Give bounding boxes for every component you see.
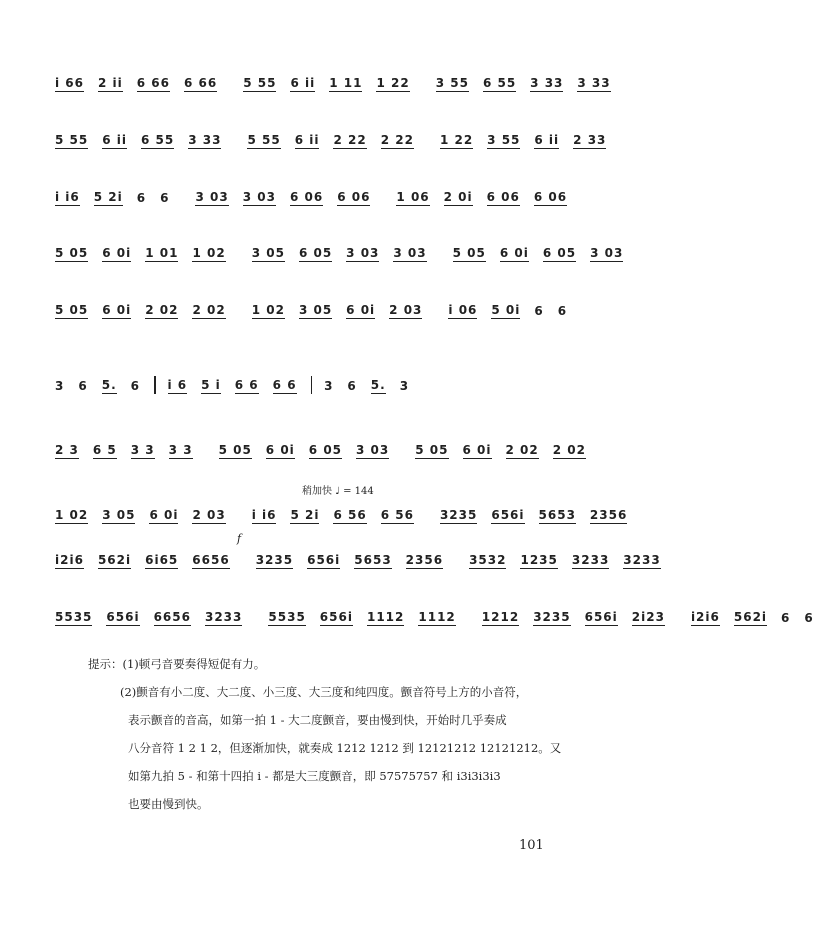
- note-group: 2356: [589, 508, 628, 522]
- measure: [268, 610, 469, 626]
- measure: [448, 303, 581, 319]
- note-group: 3 05: [251, 246, 285, 260]
- measure: [324, 378, 423, 394]
- note-group: 5 i: [201, 378, 221, 392]
- note-group: 3233: [571, 553, 610, 567]
- note-group: i 6: [167, 378, 188, 392]
- note-group: 6 05: [542, 246, 577, 260]
- note-group: 3: [55, 379, 65, 393]
- note-group: 6i65: [145, 553, 179, 567]
- note-group: 6 05: [298, 246, 333, 260]
- note-group: 3 55: [435, 76, 469, 90]
- note-group: 5653: [354, 553, 392, 567]
- note-group: 6 ii: [290, 76, 316, 90]
- note-group: 5.: [370, 378, 386, 392]
- notes-line: 八分音符 1 2 1 2，但逐渐加快，就奏成 1212 1212 到 12121212 12121212。又: [128, 741, 562, 755]
- note-group: 5 2i: [93, 190, 123, 204]
- note-group: 1 02: [55, 508, 89, 522]
- note-group: 656i: [491, 508, 525, 522]
- notes-section: [88, 650, 588, 818]
- measure: [55, 190, 183, 206]
- note-group: 6 ii: [102, 133, 127, 147]
- note-group: 6 0i: [102, 303, 132, 317]
- note-group: 6 06: [486, 190, 520, 204]
- note-group: 656i: [307, 553, 341, 567]
- score-row: [55, 285, 575, 325]
- note-group: 6 0i: [499, 246, 529, 260]
- measure: [252, 246, 441, 262]
- note-group: 6 05: [308, 443, 343, 457]
- measure: [453, 246, 638, 262]
- note-group: 5 05: [218, 443, 252, 457]
- note-group: 3 33: [188, 133, 222, 147]
- note-group: 2 03: [192, 508, 226, 522]
- note-group: 3: [324, 379, 334, 393]
- note-group: 6: [130, 379, 140, 393]
- note-group: 5653: [538, 508, 576, 522]
- notes-line: 也要由慢到快。: [128, 797, 209, 811]
- note-group: 3 03: [590, 246, 624, 260]
- note-group: 1 11: [329, 76, 363, 90]
- note-group: 6 ii: [294, 133, 320, 147]
- note-group: i 66: [55, 76, 84, 90]
- measure: [482, 610, 679, 626]
- note-group: 562i: [733, 610, 768, 624]
- note-group: 1235: [520, 553, 558, 567]
- measure: [55, 443, 207, 459]
- note-group: 3 55: [487, 133, 521, 147]
- measure: [436, 76, 625, 92]
- measure: [469, 553, 675, 569]
- note-group: 5 55: [247, 133, 281, 147]
- note-group: 1112: [366, 610, 405, 624]
- note-group: 3 05: [102, 508, 136, 522]
- measure: [55, 246, 240, 262]
- note-group: 3 3: [130, 443, 155, 457]
- note-group: 6 55: [141, 133, 175, 147]
- measure: [55, 508, 240, 524]
- notes-line: [55, 376, 575, 394]
- score-row: [55, 228, 624, 268]
- notes-heading: 提示：(1)顿弓音要奏得短促有力。: [88, 657, 266, 671]
- note-group: 6 56: [333, 508, 367, 522]
- note-group: 6 0i: [265, 443, 295, 457]
- note-group: 6: [136, 191, 147, 205]
- measure: [691, 610, 828, 626]
- note-group: 2 02: [552, 443, 586, 457]
- note-group: 5 05: [55, 246, 89, 260]
- note-group: 2 02: [145, 303, 179, 317]
- note-group: 656i: [319, 610, 353, 624]
- measure: [415, 443, 600, 459]
- note-group: 3 05: [298, 303, 333, 317]
- notes-line: [55, 188, 575, 206]
- note-group: 5 55: [243, 76, 277, 90]
- note-group: 3235: [255, 553, 294, 567]
- note-group: i i6: [251, 508, 277, 522]
- measure: [55, 553, 244, 569]
- measure: [55, 76, 231, 92]
- measure: [440, 508, 641, 524]
- note-group: 1 01: [145, 246, 179, 260]
- note-group: 6: [781, 611, 791, 625]
- score-row: [55, 360, 575, 400]
- note-group: 5 2i: [290, 508, 320, 522]
- note-group: 6 0i: [346, 303, 376, 317]
- measure: [396, 190, 581, 206]
- tempo-marking: 稍加快 ♩ = 144: [302, 486, 374, 497]
- notes-line: [55, 301, 575, 319]
- note-group: 6 56: [380, 508, 414, 522]
- note-group: 1 02: [251, 303, 285, 317]
- note-group: 5 05: [55, 303, 89, 317]
- barline: [311, 376, 313, 394]
- measure: [55, 303, 240, 319]
- measure: [440, 133, 620, 149]
- note-group: 6: [534, 304, 544, 318]
- page-number: 101: [519, 838, 544, 853]
- measure: [243, 76, 423, 92]
- note-group: 3233: [623, 553, 661, 567]
- note-group: 2 22: [380, 133, 414, 147]
- note-group: 6656: [192, 553, 230, 567]
- measure: [195, 190, 384, 206]
- note-group: 6: [557, 304, 568, 318]
- notes-line: [55, 608, 814, 626]
- note-group: 6: [804, 611, 814, 625]
- note-group: 2 ii: [98, 76, 123, 90]
- score-row: [55, 425, 586, 465]
- note-group: 2 3: [55, 443, 79, 457]
- note-group: 6 66: [184, 76, 218, 90]
- note-group: 1 02: [192, 246, 226, 260]
- note-group: 5 05: [452, 246, 486, 260]
- note-group: 6: [160, 191, 170, 205]
- note-group: 6 06: [337, 190, 371, 204]
- measure: [168, 378, 311, 394]
- note-group: 6 0i: [102, 246, 132, 260]
- note-group: 1 22: [376, 76, 410, 90]
- note-group: 6 66: [136, 76, 170, 90]
- note-group: 5 55: [55, 133, 89, 147]
- note-group: i2i6: [55, 553, 84, 567]
- score-row: [55, 592, 814, 632]
- note-group: 3 03: [195, 190, 229, 204]
- note-group: i 06: [448, 303, 478, 317]
- score-row: [55, 58, 611, 98]
- notes-line: 如第九拍 5 - 和第十四拍 i - 都是大三度颤音，即 57575757 和 i3i3i3i3: [128, 769, 501, 783]
- note-group: 6 0i: [149, 508, 179, 522]
- note-group: 6 6: [234, 378, 259, 392]
- notes-line: [55, 506, 628, 524]
- measure: [252, 303, 437, 319]
- note-group: 1 06: [396, 190, 430, 204]
- barline: [154, 376, 156, 394]
- note-group: 6 55: [482, 76, 517, 90]
- note-group: 5535: [268, 610, 306, 624]
- score-row: [55, 172, 575, 212]
- note-group: 5 0i: [491, 303, 521, 317]
- measure: [247, 133, 427, 149]
- note-group: 3 3: [168, 443, 193, 457]
- note-group: 3 03: [242, 190, 276, 204]
- note-group: 3235: [439, 508, 478, 522]
- note-group: 3: [399, 379, 410, 393]
- score-row: [55, 535, 661, 575]
- notes-line: [55, 551, 661, 569]
- note-group: 5.: [101, 378, 117, 392]
- note-group: 3 33: [577, 76, 611, 90]
- note-group: 2 02: [192, 303, 226, 317]
- note-group: 5 05: [415, 443, 449, 457]
- measure: [219, 443, 404, 459]
- measure: [55, 133, 235, 149]
- note-group: 3 03: [346, 246, 380, 260]
- note-group: 1112: [418, 610, 456, 624]
- score-row: [55, 115, 607, 155]
- note-group: 6 06: [289, 190, 324, 204]
- note-group: i2i6: [690, 610, 720, 624]
- note-group: 3235: [533, 610, 571, 624]
- note-group: 2 22: [333, 133, 367, 147]
- note-group: 2 0i: [443, 190, 473, 204]
- note-group: 2 02: [505, 443, 539, 457]
- measure: [55, 378, 154, 394]
- note-group: 2 03: [389, 303, 423, 317]
- note-group: 3233: [204, 610, 243, 624]
- notes-line: 表示颤音的音高，如第一拍 1 - 大二度颤音，要由慢到快，开始时几乎奏成: [128, 713, 507, 727]
- measure: [55, 610, 256, 626]
- note-group: 6 6: [272, 378, 297, 392]
- note-group: 656i: [584, 610, 618, 624]
- note-group: 6: [78, 379, 88, 393]
- dynamic-marking: f: [237, 532, 242, 545]
- note-group: 6 0i: [462, 443, 492, 457]
- note-group: 562i: [97, 553, 132, 567]
- note-group: 2i23: [631, 610, 665, 624]
- measure: [252, 508, 428, 524]
- note-group: 5535: [55, 610, 93, 624]
- note-group: 6 06: [533, 190, 568, 204]
- notes-line: (2)颤音有小二度、大二度、小三度、大三度和纯四度。颤音符号上方的小音符，: [120, 685, 528, 699]
- note-group: 3532: [469, 553, 507, 567]
- note-group: 6656: [153, 610, 191, 624]
- note-group: 656i: [106, 610, 140, 624]
- note-group: 6: [347, 379, 357, 393]
- measure: [256, 553, 457, 569]
- notes-line: [55, 74, 611, 92]
- note-group: 2356: [405, 553, 444, 567]
- notes-line: [55, 441, 586, 459]
- notes-line: [55, 131, 607, 149]
- note-group: 6 ii: [534, 133, 560, 147]
- note-group: 2 33: [573, 133, 607, 147]
- notes-line: [55, 244, 624, 262]
- note-group: 1 22: [439, 133, 474, 147]
- note-group: 6 5: [92, 443, 117, 457]
- note-group: 3 03: [356, 443, 390, 457]
- note-group: 1212: [481, 610, 520, 624]
- note-group: 3 03: [393, 246, 427, 260]
- note-group: i i6: [55, 190, 80, 204]
- note-group: 3 33: [530, 76, 564, 90]
